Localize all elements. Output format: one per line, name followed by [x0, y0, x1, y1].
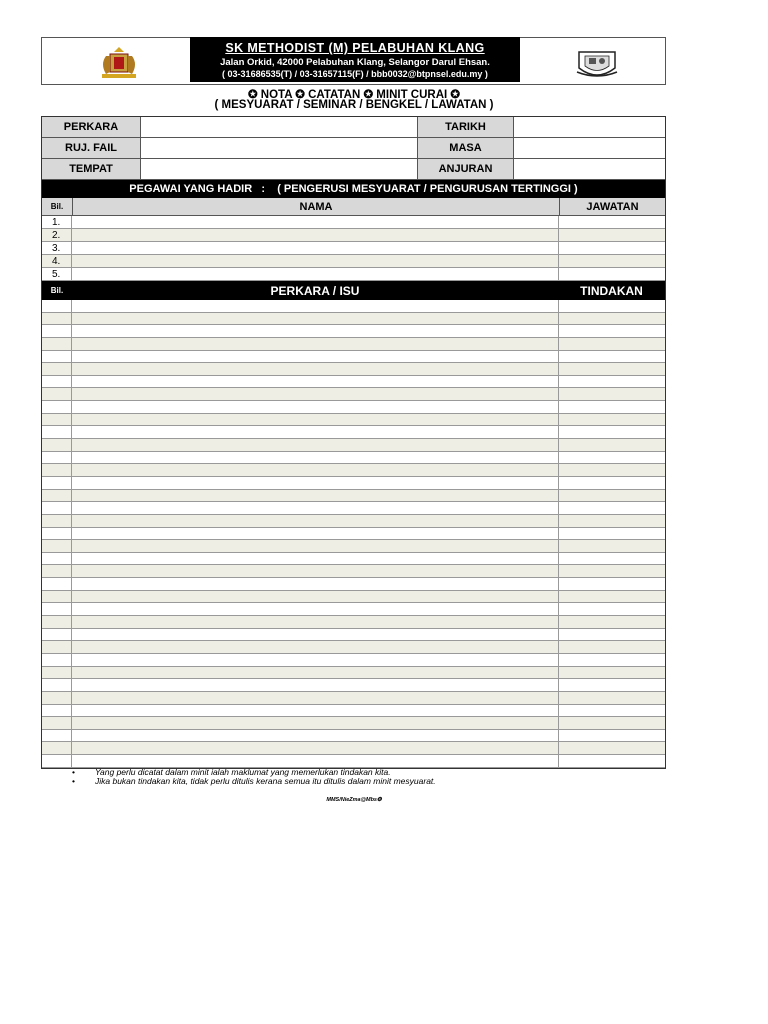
tindakan-cell[interactable]: [559, 426, 665, 438]
perkara-isu-cell[interactable]: [72, 426, 559, 438]
tindakan-cell[interactable]: [559, 565, 665, 577]
tindakan-cell[interactable]: [559, 414, 665, 426]
perkara-isu-cell[interactable]: [72, 515, 559, 527]
discussion-tindakan-header: TINDAKAN: [580, 283, 643, 298]
discussion-row: [42, 692, 665, 705]
discussion-bil-cell[interactable]: [42, 641, 72, 653]
tindakan-cell[interactable]: [559, 755, 665, 767]
perkara-isu-cell[interactable]: [72, 313, 559, 325]
info-row-tempat: [42, 159, 665, 180]
discussion-row: [42, 414, 665, 427]
tindakan-cell[interactable]: [559, 338, 665, 350]
discussion-bil-cell[interactable]: [42, 692, 72, 704]
school-title-box: [190, 37, 520, 82]
discussion-header-bar: [42, 281, 665, 300]
tindakan-cell[interactable]: [559, 616, 665, 628]
perkara-isu-cell[interactable]: [72, 641, 559, 653]
tindakan-cell[interactable]: [559, 641, 665, 653]
discussion-bil-cell[interactable]: [42, 464, 72, 476]
school-contact: ( 03-31686535(T) / 03-31657115(F) / bbb0032@btpnsel.edu.my ): [222, 69, 488, 79]
discussion-bil-cell[interactable]: [42, 679, 72, 691]
discussion-bil-cell[interactable]: [42, 363, 72, 375]
discussion-row: [42, 578, 665, 591]
discussion-row: [42, 667, 665, 680]
discussion-row: [42, 325, 665, 338]
discussion-row: [42, 553, 665, 566]
tindakan-cell[interactable]: [559, 654, 665, 666]
ruj-fail-label: RUJ. FAIL: [42, 138, 141, 158]
attendance-nama-header: NAMA: [73, 198, 560, 215]
jawatan-cell[interactable]: [559, 216, 665, 228]
tindakan-cell[interactable]: [559, 578, 665, 590]
jata-negara-crest-icon: [92, 46, 146, 80]
discussion-row: [42, 464, 665, 477]
tindakan-cell[interactable]: [559, 603, 665, 615]
discussion-row: [42, 388, 665, 401]
anjuran-label: ANJURAN: [418, 159, 514, 179]
minutes-form: [41, 116, 666, 769]
tindakan-cell[interactable]: [559, 300, 665, 312]
perkara-isu-cell[interactable]: [72, 338, 559, 350]
discussion-bil-header: Bil.: [50, 286, 64, 295]
discussion-bil-cell[interactable]: [42, 439, 72, 451]
discussion-row: [42, 654, 665, 667]
perkara-isu-cell[interactable]: [72, 679, 559, 691]
discussion-row: [42, 603, 665, 616]
tindakan-cell[interactable]: [559, 388, 665, 400]
discussion-bil-cell[interactable]: [42, 351, 72, 363]
tempat-label: TEMPAT: [42, 159, 141, 179]
discussion-row: [42, 755, 665, 768]
attendance-rows: [42, 216, 665, 281]
discussion-bil-cell[interactable]: [42, 540, 72, 552]
perkara-isu-cell[interactable]: [72, 692, 559, 704]
attendance-row-number: 5.: [42, 268, 72, 280]
jawatan-cell[interactable]: [559, 268, 665, 280]
discussion-bil-cell[interactable]: [42, 603, 72, 615]
meeting-type-subtitle: ( MESYUARAT / SEMINAR / BENGKEL / LAWATAN ): [214, 99, 494, 111]
discussion-bil-cell[interactable]: [42, 401, 72, 413]
attendance-row-number: 1.: [42, 216, 72, 228]
perkara-label: PERKARA: [42, 117, 141, 137]
discussion-bil-cell[interactable]: [42, 667, 72, 679]
discussion-bil-cell[interactable]: [42, 528, 72, 540]
perkara-isu-cell[interactable]: [72, 414, 559, 426]
tindakan-cell[interactable]: [559, 553, 665, 565]
tindakan-cell[interactable]: [559, 742, 665, 754]
discussion-bil-cell[interactable]: [42, 490, 72, 502]
attendance-jawatan-header: JAWATAN: [586, 200, 639, 213]
discussion-bil-cell[interactable]: [42, 515, 72, 527]
perkara-isu-cell[interactable]: [72, 654, 559, 666]
discussion-row: [42, 363, 665, 376]
tindakan-cell[interactable]: [559, 464, 665, 476]
discussion-bil-cell[interactable]: [42, 705, 72, 717]
tindakan-cell[interactable]: [559, 540, 665, 552]
perkara-isu-cell[interactable]: [72, 376, 559, 388]
discussion-row: [42, 641, 665, 654]
discussion-row: [42, 629, 665, 642]
discussion-bil-cell[interactable]: [42, 730, 72, 742]
tindakan-cell[interactable]: [559, 325, 665, 337]
info-row-perkara: [42, 117, 665, 138]
attendance-row: [42, 216, 665, 229]
nama-cell[interactable]: [72, 229, 559, 241]
discussion-rows: [42, 300, 665, 768]
tindakan-cell[interactable]: [559, 363, 665, 375]
bullet-icon: •: [72, 776, 75, 786]
perkara-isu-cell[interactable]: [72, 578, 559, 590]
attendance-row: [42, 255, 665, 268]
discussion-bil-cell[interactable]: [42, 502, 72, 514]
ruj-fail-field[interactable]: [141, 138, 418, 158]
discussion-row: [42, 338, 665, 351]
discussion-bil-cell[interactable]: [42, 742, 72, 754]
attendance-bil-header: Bil.: [42, 198, 73, 215]
discussion-row: [42, 591, 665, 604]
school-address: Jalan Orkid, 42000 Pelabuhan Klang, Selangor Darul Ehsan.: [220, 57, 490, 68]
tindakan-cell[interactable]: [559, 313, 665, 325]
discussion-bil-cell[interactable]: [42, 553, 72, 565]
perkara-isu-cell[interactable]: [72, 667, 559, 679]
discussion-row: [42, 679, 665, 692]
discussion-bil-cell[interactable]: [42, 338, 72, 350]
tindakan-cell[interactable]: [559, 679, 665, 691]
discussion-bil-cell[interactable]: [42, 591, 72, 603]
perkara-isu-cell[interactable]: [72, 300, 559, 312]
bullet-icon: •: [72, 767, 75, 777]
tindakan-cell[interactable]: [559, 692, 665, 704]
perkara-isu-cell[interactable]: [72, 388, 559, 400]
nama-cell[interactable]: [72, 255, 559, 267]
note-text: Yang perlu dicatat dalam minit ialah maklumat yang memerlukan tindakan kita.: [95, 767, 391, 777]
nama-cell[interactable]: [72, 268, 559, 280]
anjuran-field[interactable]: [514, 159, 665, 179]
discussion-row: [42, 439, 665, 452]
discussion-row: [42, 401, 665, 414]
school-badge-icon: [575, 48, 619, 82]
discussion-perkara-header: PERKARA / ISU: [270, 283, 360, 298]
jawatan-cell[interactable]: [559, 229, 665, 241]
tindakan-cell[interactable]: [559, 439, 665, 451]
perkara-isu-cell[interactable]: [72, 717, 559, 729]
perkara-isu-cell[interactable]: [72, 603, 559, 615]
tindakan-cell[interactable]: [559, 629, 665, 641]
discussion-bil-cell[interactable]: [42, 388, 72, 400]
attendance-title: PEGAWAI YANG HADIR : ( PENGERUSI MESYUARAT / PENGURUSAN TERTINGGI ): [129, 183, 578, 195]
tempat-field[interactable]: [141, 159, 418, 179]
tindakan-cell[interactable]: [559, 351, 665, 363]
perkara-isu-cell[interactable]: [72, 464, 559, 476]
perkara-isu-cell[interactable]: [72, 629, 559, 641]
discussion-row: [42, 502, 665, 515]
perkara-isu-cell[interactable]: [72, 730, 559, 742]
attendance-row-number: 4.: [42, 255, 72, 267]
note-item: [72, 777, 436, 786]
tindakan-cell[interactable]: [559, 730, 665, 742]
tindakan-cell[interactable]: [559, 667, 665, 679]
discussion-bil-cell[interactable]: [42, 300, 72, 312]
letterhead: [41, 37, 666, 85]
footer-signature: MMS/NieZma@Mbs❂: [326, 797, 382, 803]
tindakan-cell[interactable]: [559, 502, 665, 514]
discussion-bil-cell[interactable]: [42, 477, 72, 489]
discussion-row: [42, 490, 665, 503]
nama-cell[interactable]: [72, 216, 559, 228]
discussion-row: [42, 540, 665, 553]
tindakan-cell[interactable]: [559, 490, 665, 502]
info-row-ruj-fail: [42, 138, 665, 159]
discussion-bil-cell[interactable]: [42, 565, 72, 577]
perkara-isu-cell[interactable]: [72, 452, 559, 464]
discussion-bil-cell[interactable]: [42, 376, 72, 388]
perkara-isu-cell[interactable]: [72, 591, 559, 603]
perkara-isu-cell[interactable]: [72, 755, 559, 767]
discussion-bil-cell[interactable]: [42, 578, 72, 590]
masa-field[interactable]: [514, 138, 665, 158]
tindakan-cell[interactable]: [559, 705, 665, 717]
perkara-isu-cell[interactable]: [72, 502, 559, 514]
discussion-row: [42, 730, 665, 743]
perkara-isu-cell[interactable]: [72, 351, 559, 363]
tindakan-cell[interactable]: [559, 717, 665, 729]
perkara-isu-cell[interactable]: [72, 553, 559, 565]
tindakan-cell[interactable]: [559, 452, 665, 464]
perkara-isu-cell[interactable]: [72, 705, 559, 717]
tindakan-cell[interactable]: [559, 591, 665, 603]
discussion-bil-cell[interactable]: [42, 414, 72, 426]
nama-cell[interactable]: [72, 242, 559, 254]
perkara-isu-cell[interactable]: [72, 528, 559, 540]
discussion-row: [42, 313, 665, 326]
discussion-row: [42, 452, 665, 465]
attendance-row-number: 2.: [42, 229, 72, 241]
discussion-row: [42, 477, 665, 490]
perkara-isu-cell[interactable]: [72, 742, 559, 754]
attendance-row-number: 3.: [42, 242, 72, 254]
note-text: Jika bukan tindakan kita, tidak perlu ditulis kerana semua itu ditulis dalam minit mesyuarat.: [95, 776, 436, 786]
document-type-title: ✪ NOTA ✪ CATATAN ✪ MINIT CURAI ✪: [247, 89, 461, 101]
discussion-bil-cell[interactable]: [42, 325, 72, 337]
discussion-row: [42, 515, 665, 528]
tindakan-cell[interactable]: [559, 528, 665, 540]
perkara-isu-cell[interactable]: [72, 616, 559, 628]
discussion-row: [42, 565, 665, 578]
discussion-bil-cell[interactable]: [42, 717, 72, 729]
discussion-bil-cell[interactable]: [42, 616, 72, 628]
discussion-bil-cell[interactable]: [42, 755, 72, 767]
perkara-isu-cell[interactable]: [72, 401, 559, 413]
perkara-isu-cell[interactable]: [72, 565, 559, 577]
attendance-row: [42, 268, 665, 281]
jawatan-cell[interactable]: [559, 255, 665, 267]
attendance-row: [42, 229, 665, 242]
attendance-title-bar: [42, 180, 665, 198]
discussion-row: [42, 351, 665, 364]
notes: [72, 768, 436, 786]
discussion-bil-cell[interactable]: [42, 426, 72, 438]
school-name: SK METHODIST (M) PELABUHAN KLANG: [225, 41, 485, 55]
tindakan-cell[interactable]: [559, 515, 665, 527]
discussion-row: [42, 742, 665, 755]
tarikh-field[interactable]: [514, 117, 665, 137]
discussion-row: [42, 376, 665, 389]
perkara-isu-cell[interactable]: [72, 490, 559, 502]
perkara-isu-cell[interactable]: [72, 363, 559, 375]
perkara-isu-cell[interactable]: [72, 477, 559, 489]
discussion-row: [42, 426, 665, 439]
discussion-row: [42, 616, 665, 629]
jawatan-cell[interactable]: [559, 242, 665, 254]
tindakan-cell[interactable]: [559, 401, 665, 413]
discussion-row: [42, 300, 665, 313]
tindakan-cell[interactable]: [559, 376, 665, 388]
discussion-bil-cell[interactable]: [42, 654, 72, 666]
tarikh-label: TARIKH: [418, 117, 514, 137]
attendance-row: [42, 242, 665, 255]
attendance-header: [42, 198, 665, 216]
discussion-row: [42, 717, 665, 730]
discussion-row: [42, 705, 665, 718]
perkara-isu-cell[interactable]: [72, 540, 559, 552]
tindakan-cell[interactable]: [559, 477, 665, 489]
masa-label: MASA: [418, 138, 514, 158]
discussion-row: [42, 528, 665, 541]
perkara-field[interactable]: [141, 117, 418, 137]
discussion-bil-cell[interactable]: [42, 629, 72, 641]
perkara-isu-cell[interactable]: [72, 325, 559, 337]
discussion-bil-cell[interactable]: [42, 452, 72, 464]
discussion-bil-cell[interactable]: [42, 313, 72, 325]
perkara-isu-cell[interactable]: [72, 439, 559, 451]
